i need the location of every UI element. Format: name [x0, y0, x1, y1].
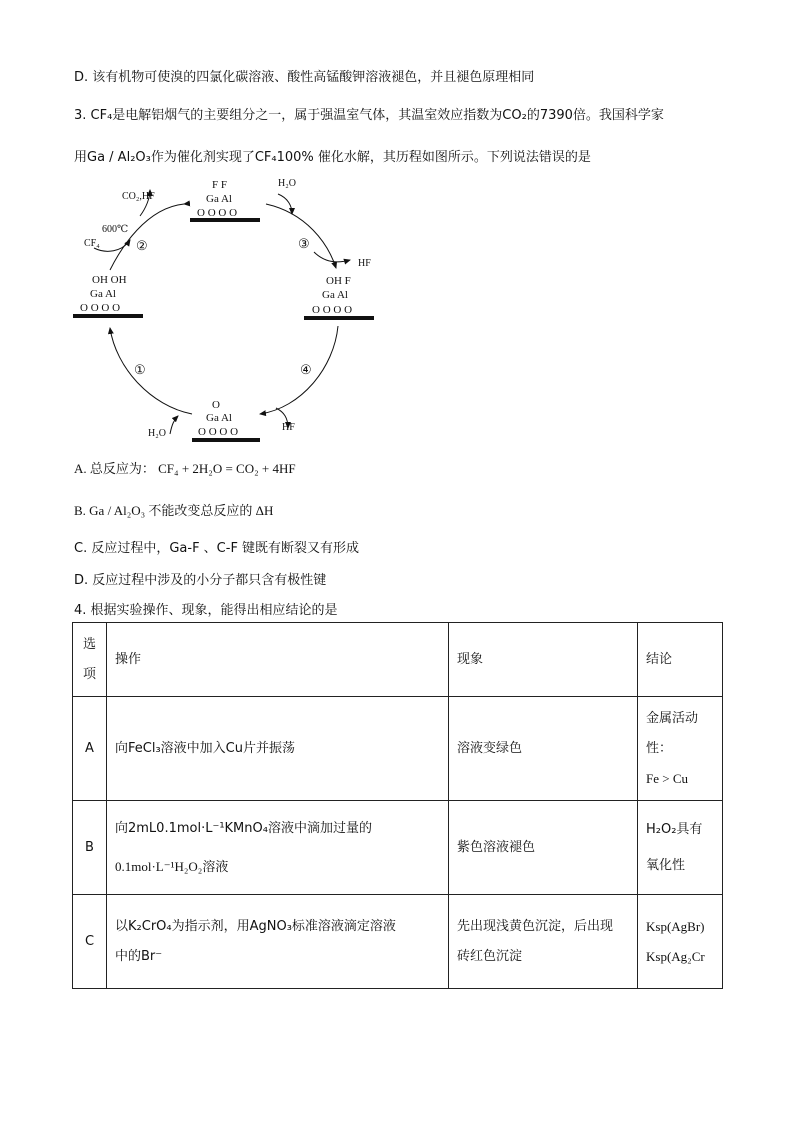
left-surface-bar: [73, 314, 143, 318]
reagent-hf-bottom: HF: [282, 422, 295, 433]
row-b-conclusion-1: H₂O₂具有: [646, 821, 703, 837]
step-3-label: ③: [298, 236, 310, 251]
top-f-labels: F F: [212, 179, 227, 191]
row-c-operation-2: 中的Br⁻: [115, 948, 163, 964]
bottom-surface-bar: [192, 438, 260, 442]
h2o-bottom-arrow: [170, 416, 178, 434]
bottom-top-labels: O: [212, 399, 220, 411]
table-row: [73, 801, 723, 895]
bottom-metal-labels: Ga Al: [206, 412, 232, 424]
row-c-operation-1: 以K₂CrO₄为指示剂，用AgNO₃标准溶液滴定溶液: [115, 918, 396, 934]
table-header-row: [73, 623, 723, 697]
q3-option-b: B. Ga / Al₂O₃ 不能改变总反应的 ΔH: [74, 503, 274, 518]
arc-step4: [260, 326, 338, 414]
h2o-top-arrow: [278, 194, 292, 214]
row-a-conclusion-3: Fe > Cu: [646, 770, 689, 786]
reagent-cf4: CF₄: [84, 238, 100, 249]
row-a-conclusion: [638, 697, 723, 801]
arc-step2: [110, 204, 184, 270]
left-metal-labels: Ga Al: [90, 288, 116, 300]
row-a-conclusion-1: 金属活动: [646, 710, 699, 726]
q3-stem-line2: 用Ga / Al₂O₃作为催化剂实现了CF₄100% 催化水解，其历程如图所示。下列说法错误的是: [74, 150, 591, 165]
row-b-operation: [107, 801, 449, 895]
row-b-phenomenon: 紫色溶液褪色: [449, 801, 638, 895]
header-phenomenon: 现象: [449, 623, 638, 697]
reagent-hf-right: HF: [358, 258, 371, 269]
step-1-label: ①: [134, 362, 146, 377]
reagent-h2o-bottom: H₂O: [148, 428, 166, 439]
reagent-h2o-top: H₂O: [278, 178, 296, 189]
row-a-option: A: [73, 697, 107, 801]
right-metal-labels: Ga Al: [322, 289, 348, 301]
row-b-operation-1: 向2mL0.1mol·L⁻¹KMnO₄溶液中滴加过量的: [115, 820, 372, 836]
header-operation: 操作: [107, 623, 449, 697]
row-b-conclusion: [638, 801, 723, 895]
table-row: [73, 697, 723, 801]
q3-option-a: A. 总反应为： CF₄ + 2H₂O = CO₂ + 4HF: [74, 461, 296, 476]
step-2-label: ②: [136, 238, 148, 253]
row-b-conclusion-2: 氧化性: [646, 857, 686, 873]
reagent-co2-hf: CO₂,HF: [122, 191, 155, 202]
header-conclusion: 结论: [638, 623, 723, 697]
row-c-operation: [107, 895, 449, 989]
left-oxygen-labels: O O O O: [80, 302, 121, 314]
step-4-label: ④: [300, 362, 312, 377]
row-c-phenomenon-2: 砖红色沉淀: [457, 948, 523, 964]
q3-option-c: C. 反应过程中，Ga-F 、C-F 键既有断裂又有形成: [74, 541, 360, 556]
q2-option-d: D. 该有机物可使溴的四氯化碳溶液、酸性高锰酸钾溶液褪色，并且褪色原理相同: [74, 70, 535, 85]
left-top-labels: OH OH: [92, 274, 127, 286]
row-c-phenomenon-1: 先出现浅黄色沉淀，后出现: [457, 918, 614, 934]
header-option: 选项: [73, 623, 107, 697]
row-a-conclusion-2: 性：: [646, 740, 673, 756]
top-oxygen-labels: O O O O: [197, 207, 238, 219]
row-c-option: C: [73, 895, 107, 989]
table-row: [73, 895, 723, 989]
q4-table: [72, 622, 723, 989]
catalytic-cycle-diagram: [66, 168, 386, 448]
row-b-option: B: [73, 801, 107, 895]
arc-step1: [110, 328, 192, 414]
right-surface-bar: [304, 316, 374, 320]
row-c-conclusion-1: Ksp(AgBr): [646, 918, 705, 934]
bottom-oxygen-labels: O O O O: [198, 426, 239, 438]
row-c-conclusion-2: Ksp(Ag₂Cr: [646, 948, 705, 964]
reagent-600c: 600℃: [102, 224, 129, 235]
row-c-conclusion: [638, 895, 723, 989]
q3-option-d: D. 反应过程中涉及的小分子都只含有极性键: [74, 573, 327, 588]
right-oxygen-labels: O O O O: [312, 304, 353, 316]
row-c-phenomenon: [449, 895, 638, 989]
q3-stem-line1: 3. CF₄是电解铝烟气的主要组分之一，属于强温室气体，其温室效应指数为CO₂的7390倍。我国科学家: [74, 108, 664, 123]
row-a-operation: 向FeCl₃溶液中加入Cu片并振荡: [107, 697, 449, 801]
q4-stem: 4. 根据实验操作、现象，能得出相应结论的是: [74, 603, 338, 618]
top-metal-labels: Ga Al: [206, 193, 232, 205]
right-top-labels: OH F: [326, 275, 351, 287]
row-b-operation-2: 0.1mol·L⁻¹H₂O₂溶液: [115, 858, 229, 874]
row-a-phenomenon: 溶液变绿色: [449, 697, 638, 801]
